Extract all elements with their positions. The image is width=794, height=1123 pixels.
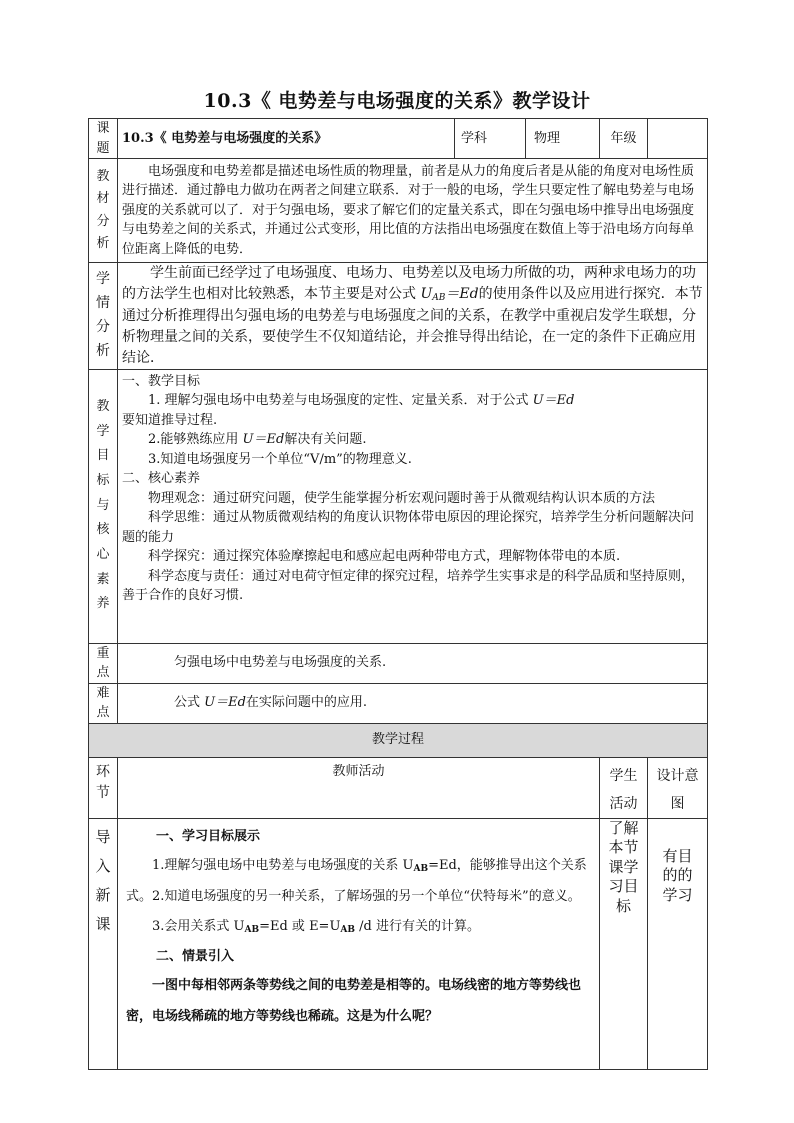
goal-3: 3.知道电场强度另一个单位“V/m”的物理意义. [148, 451, 412, 467]
lesson-plan-table [88, 118, 708, 1070]
core-4: 科学态度与责任：通过对电荷守恒定律的探究过程，培养学生实事求是的科学品质和坚持原则，善于合作的良好习惯. [122, 568, 695, 603]
intro-goal-1: 1.理解匀强电场中电势差与电场强度的关系 $U_{AB}=Ed$，能够推导出这个关系式。2.知道电场强度的另一种关系，了解场强的另一个单位“伏特每米”的意义。 [126, 858, 587, 904]
process-header-row [89, 723, 708, 757]
material-label: 教材分析 [89, 159, 118, 263]
intro-teacher [118, 818, 600, 1069]
intro-heading-2: 二、情景引入 [156, 948, 235, 964]
formula-uab: $U_{AB}=Ed$ [420, 286, 479, 303]
goal-1-tail: 要知道推导过程. [122, 412, 218, 428]
goals-section-2: 二、核心素养 [122, 471, 201, 486]
core-1: 物理观念：通过研究问题，使学生能掌握分析宏观问题时善于从微观结构认识本质的方法 [148, 490, 656, 506]
difficult-text: 公式 U＝Ed在实际问题中的应用. [118, 683, 708, 723]
subject-value: 物理 [526, 119, 600, 159]
col-student: 学生活动 [600, 757, 648, 818]
goals-section-1: 一、教学目标 [122, 373, 201, 389]
key-label: 重点 [89, 643, 118, 683]
goals-row [89, 369, 708, 643]
intro-scene: 一图中每相邻两条等势线之间的电势差是相等的。电场线密的地方等势线也密，电场线稀疏的地方等势线也稀疏。这是为什么呢？ [126, 978, 582, 1024]
core-2: 科学思维：通过从物质微观结构的角度认识物体带电原因的理论探究，培养学生分析问题解决问题的能力 [122, 510, 695, 545]
difficult-label: 难点 [89, 683, 118, 723]
core-3: 科学探究：通过探究体验摩擦起电和感应起电两种带电方式，理解物体带电的本质. [148, 549, 621, 564]
students-row [89, 263, 708, 370]
header-row [89, 119, 708, 159]
subject-label: 学科 [455, 119, 526, 159]
material-row [89, 159, 708, 263]
goals-text [118, 369, 708, 643]
material-text: 电场强度和电势差都是描述电场性质的物理量，前者是从力的角度后者是从能的角度对电场性质进行描述．通过静电力做功在两者之间建立联系．对于一般的电场，学生只要定性了解电势差与电场强度的关系就可以了．对于匀强电场，要求了解它们的定量关系式，即在匀强电场中推导出电场强度与电势差之间的关系式，并通过公式变形，用比值的方法指出电场强度在数值上等于沿电场方向每单位距离上降低的电势． [118, 159, 708, 263]
intro-design: 有目的的学习 [648, 818, 708, 1069]
process-header: 教学过程 [89, 723, 708, 757]
difficult-row [89, 683, 708, 723]
key-row [89, 643, 708, 683]
col-teacher: 教师活动 [118, 757, 600, 818]
grade-label: 年级 [600, 119, 648, 159]
key-text: 匀强电场中电势差与电场强度的关系. [118, 643, 708, 683]
students-label: 学情分析 [89, 263, 118, 370]
grade-value [648, 119, 708, 159]
document-title: 10.3《 电势差与电场强度的关系》教学设计 [203, 90, 591, 112]
goals-label: 教学目标与核心素养 [89, 369, 118, 643]
column-header-row [89, 757, 708, 818]
col-design: 设计意图 [648, 757, 708, 818]
intro-student: 了解本节课学习目标 [600, 818, 648, 1069]
intro-row [89, 818, 708, 1069]
intro-goal-3: 3.会用关系式 $U_{AB}=Ed$ 或 $E=U_{AB}$ /d 进行有关的计算。 [152, 919, 480, 936]
goal-2: 2.能够熟练应用 U＝Ed解决有关问题. [148, 432, 367, 447]
students-text: 学生前面已经学过了电场强度、电场力、电势差以及电场力所做的功，两种求电场力的功的方法学生也相对比较熟悉，本节主要是对公式 $U_{AB}=Ed$的使用条件以及应用进行探究．本节通过分析推理得出匀强电场的电势差与电场强度之间的关系，在教学中重视启发学生联想，分析物理量之间的关系，要使学生不仅知道结论，并会推导得出结论，在一定的条件下正确应用结论． [118, 263, 708, 370]
intro-stage: 导入新课 [89, 818, 118, 1069]
topic-value: 10.3《 电势差与电场强度的关系》 [118, 119, 455, 159]
intro-heading-1: 一、学习目标展示 [156, 828, 261, 844]
goal-1: 1. 理解匀强电场中电势差与电场强度的定性、定量关系．对于公式 U＝Ed [148, 393, 575, 408]
topic-label: 课题 [89, 119, 118, 159]
col-stage: 环节 [89, 757, 118, 818]
